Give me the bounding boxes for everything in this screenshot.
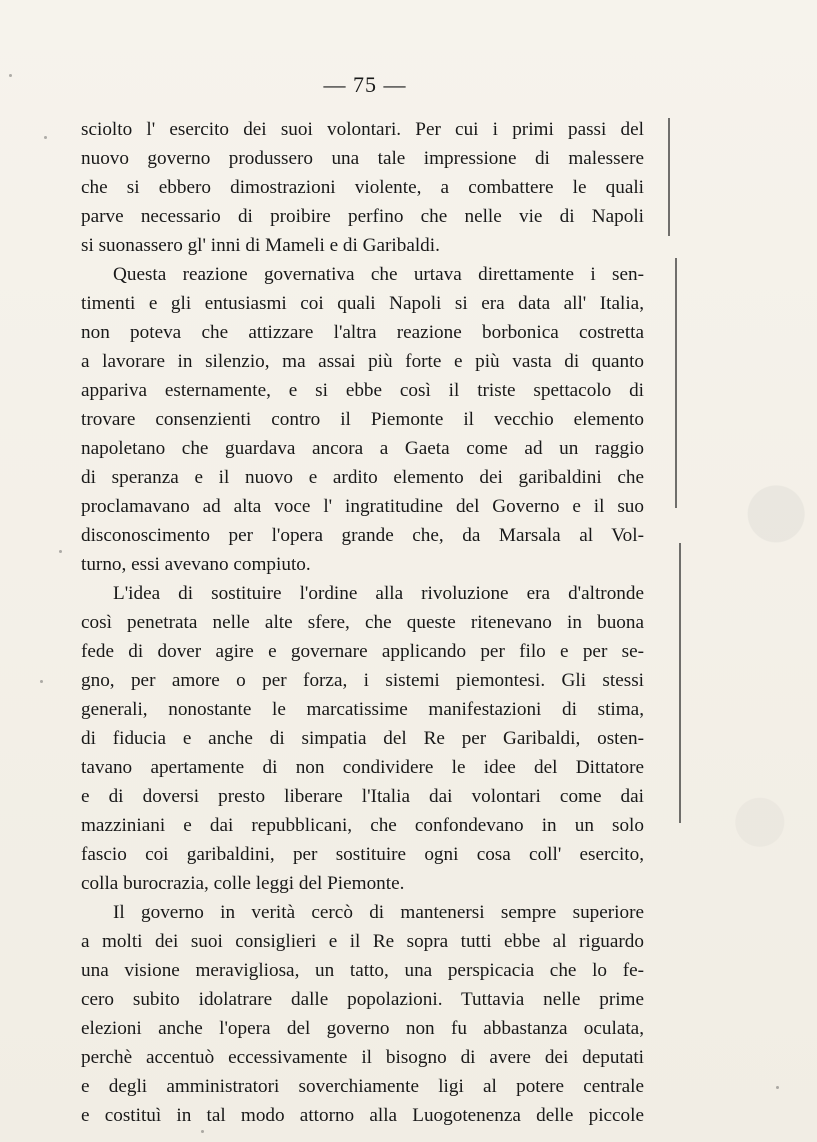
text-line: parve necessario di proibire perfino che nelle vie di Napoli [81,206,644,227]
text-line: nuovo governo produssero una tale impressione di malessere [81,148,644,169]
text-line: Questa reazione governativa che urtava direttamente i sen- [113,264,644,285]
text-line: appariva esternamente, e si ebbe così il triste spettacolo di [81,380,644,401]
text-line: trovare consenzienti contro il Piemonte il vecchio elemento [81,409,644,430]
text-line: cero subito idolatrare dalle popolazioni. Tuttavia nelle prime [81,989,644,1010]
scan-speck [776,1086,779,1089]
text-line: così penetrata nelle alte sfere, che queste ritenevano in buona [81,612,644,633]
text-line: fascio coi garibaldini, per sostituire ogni cosa coll' esercito, [81,844,644,865]
text-line: generali, nonostante le marcatissime manifestazioni di stima, [81,699,644,720]
text-line: proclamavano ad alta voce l' ingratitudine del Governo e il suo [81,496,644,517]
text-line: e costituì in tal modo attorno alla Luogotenenza delle piccole [81,1105,644,1126]
text-line: tavano apertamente di non condividere le idee del Dittatore [81,757,644,778]
text-line: di speranza e il nuovo e ardito elemento dei garibaldini che [81,467,644,488]
page-number: — 75 — [323,72,407,97]
text-line: turno, essi avevano compiuto. [81,554,311,575]
text-line: gno, per amore o per forza, i sistemi piemontesi. Gli stessi [81,670,644,691]
scan-speck [9,74,12,77]
text-line: colla burocrazia, colle leggi del Piemonte. [81,873,405,894]
text-line: si suonassero gl' inni di Mameli e di Garibaldi. [81,235,440,256]
text-line: una visione meravigliosa, un tatto, una perspicacia che lo fe- [81,960,644,981]
text-line: L'idea di sostituire l'ordine alla rivoluzione era d'altronde [113,583,644,604]
scan-speck [40,680,43,683]
text-line: napoletano che guardava ancora a Gaeta come ad un raggio [81,438,644,459]
text-line: e di doversi presto liberare l'Italia dai volontari come dai [81,786,644,807]
margin-line-mark [668,118,670,236]
text-line: e degli amministratori soverchiamente ligi al potere centrale [81,1076,644,1097]
text-line: mazziniani e dai repubblicani, che confondevano in un solo [81,815,644,836]
text-line: a lavorare in silenzio, ma assai più forte e più vasta di quanto [81,351,644,372]
margin-line-mark [679,543,681,823]
text-line: disconoscimento per l'opera grande che, da Marsala al Vol- [81,525,644,546]
text-line: Il governo in verità cercò di mantenersi sempre superiore [113,902,644,923]
text-line: a molti dei suoi consiglieri e il Re sopra tutti ebbe al riguardo [81,931,644,952]
text-line: timenti e gli entusiasmi coi quali Napoli si era data all' Italia, [81,293,644,314]
text-line: di fiducia e anche di simpatia del Re per Garibaldi, osten- [81,728,644,749]
text-line: che si ebbero dimostrazioni violente, a combattere le quali [81,177,644,198]
text-line: perchè accentuò eccessivamente il bisogno di avere dei deputati [81,1047,644,1068]
text-line: fede di dover agire e governare applicando per filo e per se- [81,641,644,662]
text-line: sciolto l' esercito dei suoi volontari. Per cui i primi passi del [81,119,644,140]
scan-speck [59,550,62,553]
scan-speck [201,1130,204,1133]
text-line: elezioni anche l'opera del governo non fu abbastanza oculata, [81,1018,644,1039]
margin-line-mark [675,258,677,508]
text-line: non poteva che attizzare l'altra reazione borbonica costretta [81,322,644,343]
scan-speck [44,136,47,139]
